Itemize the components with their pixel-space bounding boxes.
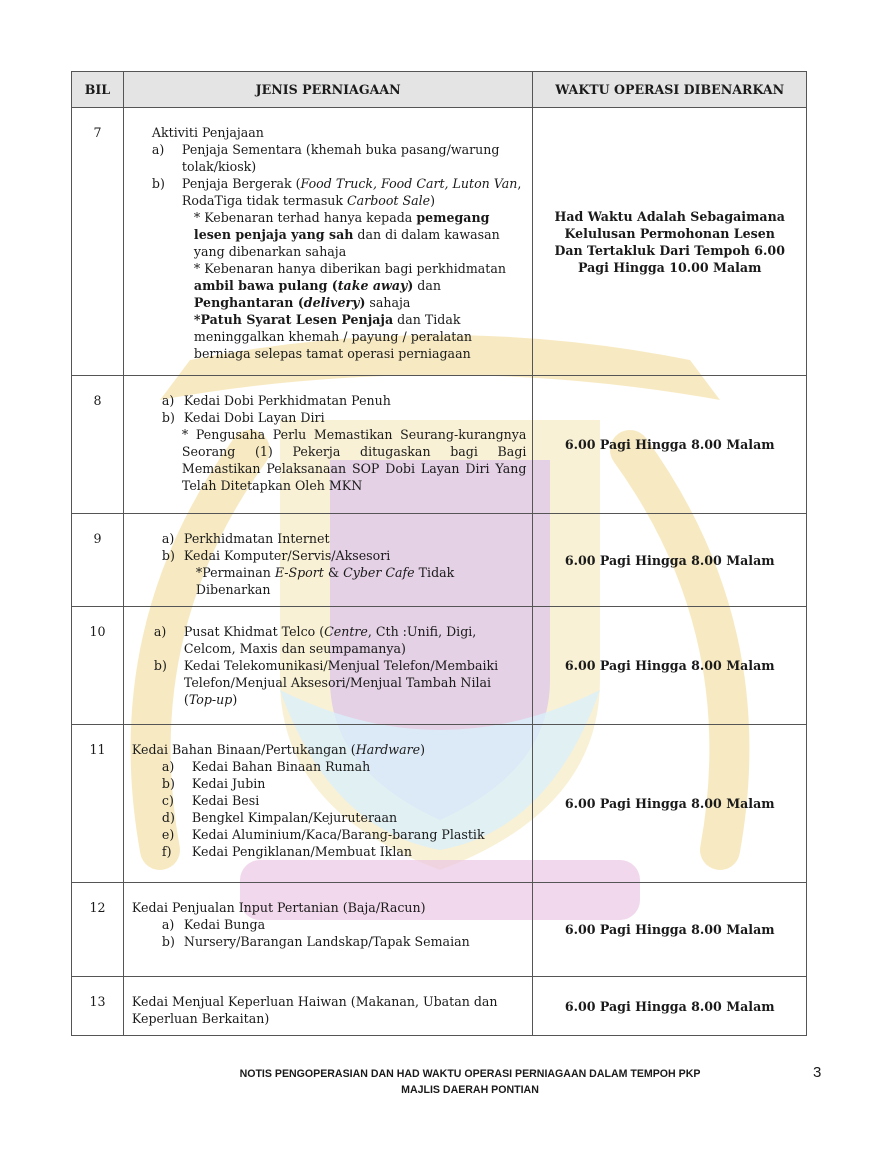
- row-title: Kedai Menjual Keperluan Haiwan (Makanan, Ubatan dan Keperluan Berkaitan): [131, 994, 498, 1026]
- header-waktu: WAKTU OPERASI DIBENARKAN: [533, 72, 807, 108]
- list-item: c) Kedai Besi: [161, 793, 260, 808]
- note: *Permainan E-Sport & Cyber Cafe Tidak Dibenarkan: [195, 565, 455, 597]
- list-item: a) Kedai Dobi Perkhidmatan Penuh: [161, 393, 391, 408]
- table-row: [72, 376, 807, 514]
- list-item: b) Kedai Dobi Layan Diri: [161, 410, 325, 425]
- row-number: 13: [72, 977, 124, 1036]
- row-number: 12: [72, 883, 124, 977]
- operating-hours: 6.00 Pagi Hingga 8.00 Malam: [533, 725, 807, 883]
- operating-hours: Had Waktu Adalah Sebagaimana Kelulusan Permohonan Lesen Dan Tertakluk Dari Tempoh 6.00 Pagi Hingga 10.00 Malam: [533, 108, 807, 376]
- list-item: b) Kedai Komputer/Servis/Aksesori: [161, 548, 391, 563]
- business-type-cell: [123, 376, 532, 514]
- table-row: [72, 108, 807, 376]
- header-jenis: JENIS PERNIAGAAN: [123, 72, 532, 108]
- list-item: b) Penjaja Bergerak (Food Truck, Food Cart, Luton Van, RodaTiga tidak termasuk Carboot Sale): [151, 176, 522, 208]
- row-number: 10: [72, 607, 124, 725]
- operating-hours: 6.00 Pagi Hingga 8.00 Malam: [533, 514, 807, 607]
- list-item: b) Kedai Jubin: [161, 776, 266, 791]
- table-row: [72, 607, 807, 725]
- operating-hours: 6.00 Pagi Hingga 8.00 Malam: [533, 607, 807, 725]
- list-item: a) Kedai Bunga: [161, 917, 266, 932]
- note: *Patuh Syarat Lesen Penjaja dan Tidak meninggalkan khemah / payung / peralatan berniaga selepas tamat operasi perniagaan: [193, 312, 472, 361]
- page-footer: [170, 1066, 770, 1098]
- operating-hours: 6.00 Pagi Hingga 8.00 Malam: [533, 376, 807, 514]
- business-type-cell: [123, 725, 532, 883]
- footer-title: NOTIS PENGOPERASIAN DAN HAD WAKTU OPERASI PERNIAGAAN DALAM TEMPOH PKP: [239, 1068, 701, 1080]
- row-title: Aktiviti Penjajaan: [151, 125, 264, 140]
- table-row: [72, 725, 807, 883]
- table-row: [72, 977, 807, 1036]
- business-type-cell: [123, 977, 532, 1036]
- row-title: Kedai Penjualan Input Pertanian (Baja/Racun): [131, 900, 426, 915]
- business-type-cell: [123, 883, 532, 977]
- operating-hours: 6.00 Pagi Hingga 8.00 Malam: [533, 977, 807, 1036]
- note: * Kebenaran terhad hanya kepada pemegang lesen penjaja yang sah dan di dalam kawasan yang dibenarkan sahaja: [193, 210, 500, 259]
- list-item: b) Kedai Telekomunikasi/Menjual Telefon/Membaiki Telefon/Menjual Aksesori/Menjual Tambah Nilai (Top-up): [153, 658, 499, 707]
- business-type-cell: [123, 607, 532, 725]
- list-item: e) Kedai Aluminium/Kaca/Barang-barang Plastik: [161, 827, 485, 842]
- note: * Kebenaran hanya diberikan bagi perkhidmatan ambil bawa pulang (take away) dan Penghantaran (delivery) sahaja: [193, 261, 506, 310]
- header-bil: BIL: [72, 72, 124, 108]
- table-row: [72, 883, 807, 977]
- row-number: 9: [72, 514, 124, 607]
- table-header-row: [72, 72, 807, 108]
- operating-hours: 6.00 Pagi Hingga 8.00 Malam: [533, 883, 807, 977]
- business-type-cell: [123, 514, 532, 607]
- list-item: d) Bengkel Kimpalan/Kejuruteraan: [161, 810, 398, 825]
- list-item: f) Kedai Pengiklanan/Membuat Iklan: [161, 844, 413, 859]
- note: * Pengusaha Perlu Memastikan Seurang-kurangnya Seorang (1) Pekerja ditugaskan bagi Bagi Memastikan Pelaksanaan SOP Dobi Layan Diri Yang Telah Ditetapkan Oleh MKN: [181, 427, 527, 493]
- table-row: [72, 514, 807, 607]
- row-title: Kedai Bahan Binaan/Pertukangan (Hardware): [131, 742, 425, 757]
- list-item: a) Kedai Bahan Binaan Rumah: [161, 759, 371, 774]
- list-item: a) Pusat Khidmat Telco (Centre, Cth :Unifi, Digi, Celcom, Maxis dan seumpamanya): [153, 624, 477, 656]
- footer-council: MAJLIS DAERAH PONTIAN: [401, 1084, 539, 1096]
- list-item: a) Penjaja Sementara (khemah buka pasang/warung tolak/kiosk): [151, 142, 500, 174]
- row-number: 8: [72, 376, 124, 514]
- business-hours-table: [71, 71, 807, 1036]
- row-number: 7: [72, 108, 124, 376]
- list-item: a) Perkhidmatan Internet: [161, 531, 330, 546]
- business-type-cell: [123, 108, 532, 376]
- page-number: 3: [813, 1064, 822, 1081]
- row-number: 11: [72, 725, 124, 883]
- list-item: b) Nursery/Barangan Landskap/Tapak Semaian: [161, 934, 470, 949]
